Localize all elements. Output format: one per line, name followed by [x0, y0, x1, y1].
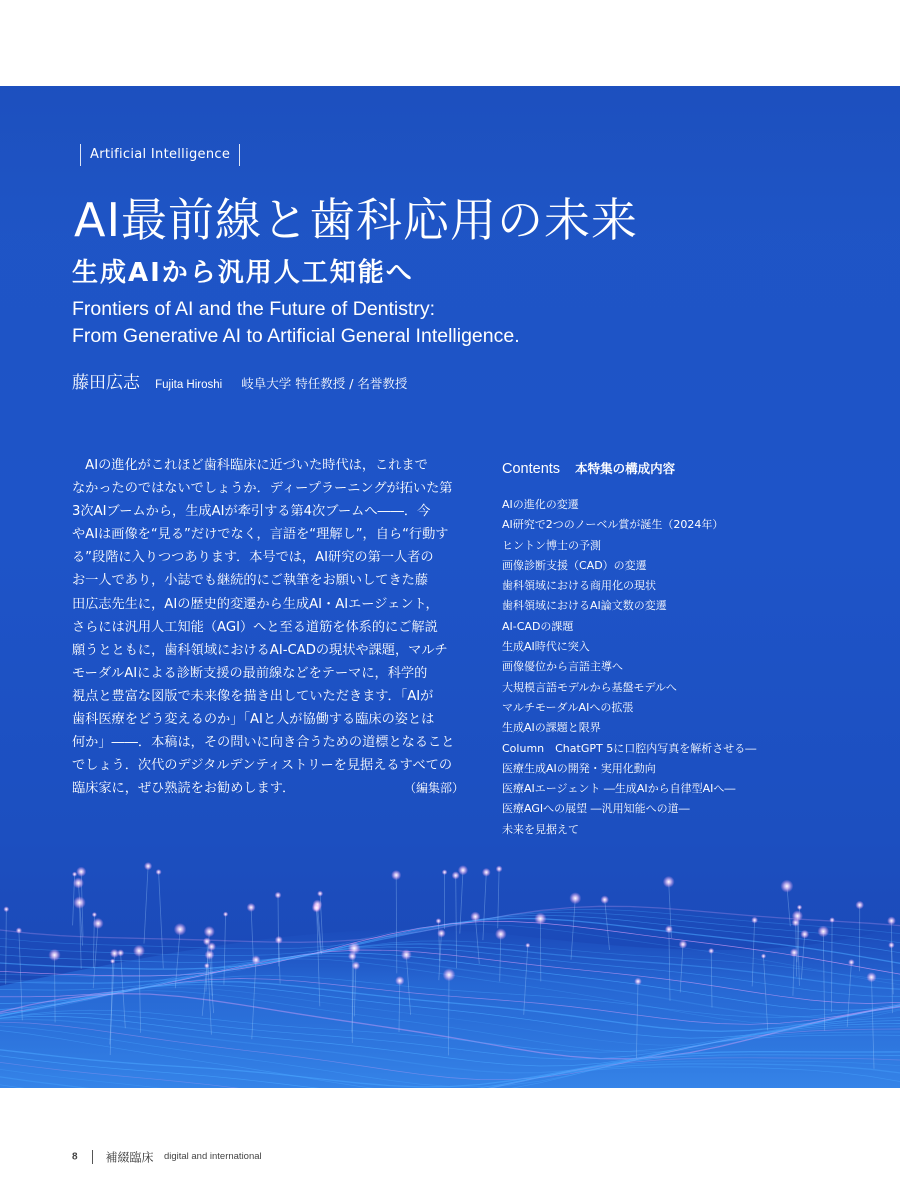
- contents-item: 画像診断支援（CAD）の変遷: [502, 558, 647, 572]
- contents-item: AI研究で2つのノーベル賞が誕生（2024年）: [502, 518, 724, 532]
- contents-item: 未来を見据えて: [502, 822, 579, 836]
- author-line: [72, 368, 407, 393]
- lead-line: でしょう．次代のデジタルデンティストリーを見据えるすべての: [72, 758, 453, 774]
- lead-line: 3次AIブームから，生成AIが牽引する第4次ブームへ――．今: [72, 504, 431, 520]
- lead-line: お一人であり，小誌でも継続的にご執筆をお願いしてきた藤: [72, 573, 429, 589]
- page-number: 8: [72, 1151, 78, 1163]
- lead-line: 臨床家に，ぜひ熟読をお勧めします．: [72, 781, 296, 797]
- lead-line: 何か」――．本稿は，その問いに向き合うための道標となること: [72, 735, 455, 751]
- author-name: 藤田広志: [72, 373, 140, 393]
- contents-box: [502, 458, 822, 840]
- contents-item: 医療AIエージェント ―生成AIから自律型AIへ―: [502, 782, 736, 796]
- page-footer: [72, 1148, 262, 1164]
- contents-heading-en: Contents: [502, 461, 561, 477]
- article-subtitle: 生成AIから汎用人工知能へ: [72, 258, 414, 288]
- lead-text: [72, 454, 465, 800]
- contents-heading: [502, 458, 822, 477]
- section-tag: Artificial Intelligence: [80, 144, 240, 166]
- lead-line: る”段階に入りつつあります．本号では，AI研究の第一人者の: [72, 550, 434, 566]
- contents-item: マルチモーダルAIへの拡張: [502, 700, 634, 714]
- contents-item: 歯科領域における商用化の現状: [502, 579, 656, 593]
- contents-heading-jp: 本特集の構成内容: [575, 461, 676, 476]
- english-title: [72, 296, 772, 350]
- lead-line: 願うとともに，歯科領域におけるAI-CADの現状や課題，マルチ: [72, 642, 448, 658]
- lead-line: AIの進化がこれほど歯科臨床に近づいた時代は，これまで: [72, 458, 428, 473]
- article-title: AI最前線と歯科応用の未来: [74, 193, 639, 247]
- contents-item: ヒントン博士の予測: [502, 538, 601, 552]
- lead-line: 田広志先生に，AIの歴史的変遷から生成AI・AIエージェント，: [72, 596, 439, 612]
- footer-divider: [92, 1150, 93, 1164]
- lead-line-last: [72, 777, 465, 800]
- magazine-logo: 補綴臨床: [105, 1150, 154, 1165]
- contents-item: 大規模言語モデルから基盤モデルへ: [502, 680, 677, 694]
- lead-line: さらには汎用人工知能（AGI）へと至る道筋を体系的にご解説: [72, 619, 438, 635]
- magazine-tagline: digital and international: [163, 1151, 262, 1163]
- lead-line: 歯科医療をどう変えるのか」「AIと人が協働する臨床の姿とは: [72, 712, 435, 728]
- contents-item: 画像優位から言語主導へ: [502, 660, 623, 674]
- contents-item: 生成AIの課題と限界: [502, 721, 601, 735]
- contents-item: 医療生成AIの開発・実用化動向: [502, 761, 656, 775]
- hero-panel: [0, 86, 900, 1088]
- lead-line: なかったのではないでしょうか．ディープラーニングが拓いた第: [72, 481, 453, 497]
- contents-item: 医療AGIへの展望 ―汎用知能への道―: [502, 802, 690, 816]
- contents-item: 生成AI時代に突入: [502, 640, 590, 654]
- lead-line: モーダルAIによる診断支援の最前線などをテーマに，科学的: [72, 665, 428, 681]
- lead-line: 視点と豊富な図版で未来像を描き出していただきます．「AIが: [72, 688, 434, 704]
- contents-list: [502, 495, 822, 840]
- contents-item: Column ChatGPT 5に口腔内写真を解析させる―: [502, 741, 757, 755]
- contents-item: 歯科領域におけるAI論文数の変遷: [502, 599, 667, 613]
- english-title-line: From Generative AI to Artificial General Intelligence.: [72, 325, 520, 347]
- english-title-line: Frontiers of AI and the Future of Dentistry:: [72, 298, 436, 320]
- contents-item: AI-CADの課題: [502, 619, 574, 633]
- lead-line: やAIは画像を“見る”だけでなく，言語を“理解し”，自ら“行動す: [72, 527, 449, 543]
- author-affiliation: 岐阜大学 特任教授 / 名誉教授: [241, 376, 408, 391]
- author-romaji: Fujita Hiroshi: [155, 379, 223, 391]
- editor-signature: （編集部）: [404, 781, 465, 796]
- contents-item: AIの進化の変遷: [502, 498, 579, 511]
